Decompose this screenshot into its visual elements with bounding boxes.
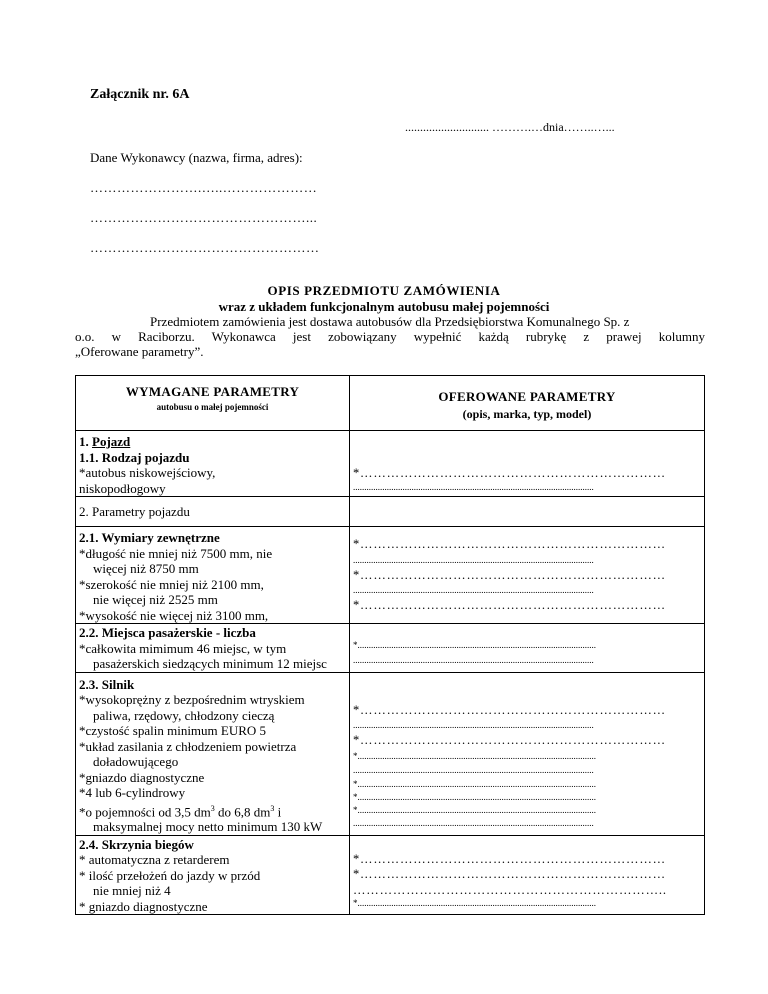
contractor-line-3: ……………………………………………: [90, 240, 320, 255]
answer-field[interactable]: ...........................................................................................................: [353, 817, 594, 828]
answer-field[interactable]: *……………………………………………………………: [353, 567, 666, 582]
requirement-line: nie mniej niż 4: [93, 883, 171, 899]
answer-field[interactable]: *……………………………………………………………: [353, 598, 666, 612]
contractor-line-2: …………………………………………...: [90, 210, 318, 225]
intro-paragraph-line-2: o.o. w Raciborzu. Wykonawca jest zobowiązany wypełnić każdą rubrykę z prawej kolumny: [75, 329, 705, 344]
table-row: [76, 835, 705, 915]
requirement-line: paliwa, rzędowy, chłodzony cieczą: [93, 707, 275, 723]
intro-paragraph-line-1: Przedmiotem zamówienia jest dostawa autobusów dla Przedsiębiorstwa Komunalnego Sp. z: [150, 314, 630, 329]
requirement-line: * ilość przełożeń do jazdy w przód: [79, 867, 261, 883]
table-header-row: [76, 376, 705, 431]
answer-field[interactable]: ...........................................................................................................: [353, 481, 594, 492]
requirement-line: *autobus niskowejściowy,: [79, 465, 216, 480]
required-params-subheader: autobusu o małej pojemności: [156, 401, 269, 412]
requirement-line: niskopodłogowy: [79, 480, 166, 496]
answer-field[interactable]: *..........................................................................................................: [353, 750, 596, 761]
section-2-2-title: 2.2. Miejsca pasażerskie - liczba: [79, 625, 256, 640]
requirement-line: * automatyczna z retarderem: [79, 852, 230, 868]
contractor-label: Dane Wykonawcy (nazwa, firma, adres):: [90, 150, 303, 165]
answer-field[interactable]: ...........................................................................................................: [353, 764, 594, 775]
requirement-line: *czystość spalin minimum EURO 5: [79, 723, 267, 738]
document-subtitle: wraz z układem funkcjonalnym autobusu małej pojemności: [218, 299, 550, 314]
contractor-line-1: …………………….…..…………………: [90, 180, 318, 195]
answer-field[interactable]: *……………………………………………………………: [353, 537, 666, 551]
document-title: OPIS PRZEDMIOTU ZAMÓWIENIA: [267, 283, 501, 298]
answer-field[interactable]: *..........................................................................................................: [353, 778, 596, 789]
requirement-line: pasażerskich siedzących minimum 12 miejsc: [93, 656, 327, 671]
section-1-1-title: 1.1. Rodzaj pojazdu: [79, 449, 190, 465]
offered-params-subheader: (opis, marka, typ, model): [462, 406, 592, 421]
table-row: [76, 624, 705, 673]
section-2-1-title: 2.1. Wymiary zewnętrzne: [79, 530, 220, 545]
requirement-line: nie więcej niż 2525 mm: [93, 592, 218, 607]
table-row: [76, 431, 705, 497]
section-2-4-title: 2.4. Skrzynia biegów: [79, 836, 194, 852]
section-2-title: 2. Parametry pojazdu: [79, 504, 190, 519]
requirement-line: *wysokoprężny z bezpośrednim wtryskiem: [79, 692, 305, 707]
answer-field[interactable]: *..........................................................................................................: [353, 640, 596, 650]
requirement-line: maksymalnej mocy netto minimum 130 kW: [93, 819, 323, 835]
table-row: [76, 527, 705, 624]
answer-field[interactable]: ...........................................................................................................: [353, 720, 594, 730]
requirement-line: *szerokość nie mniej niż 2100 mm,: [79, 576, 264, 592]
section-2-3-title: 2.3. Silnik: [79, 676, 135, 692]
answer-field[interactable]: ……………………………………………………………..: [353, 882, 667, 897]
parameters-table: [75, 375, 705, 915]
table-row: [76, 672, 705, 835]
offered-params-header: OFEROWANE PARAMETRY: [438, 389, 616, 404]
answer-field[interactable]: *..........................................................................................................: [353, 791, 596, 802]
requirement-line: *gniazdo diagnostyczne: [79, 769, 205, 785]
section-1-title: 1. Pojazd: [79, 434, 131, 449]
answer-field[interactable]: *……………………………………………………………: [353, 702, 666, 717]
answer-field[interactable]: *……………………………………………………………: [353, 851, 666, 866]
requirement-line: * gniazdo diagnostyczne: [79, 898, 208, 914]
requirement-line: *długość nie mniej niż 7500 mm, nie: [79, 545, 273, 561]
requirement-line: *całkowita mimimum 46 miejsc, w tym: [79, 640, 287, 656]
answer-field[interactable]: *..........................................................................................................: [353, 898, 596, 909]
required-params-header: WYMAGANE PARAMETRY: [125, 384, 300, 399]
table-row: [76, 497, 705, 527]
answer-field[interactable]: ...........................................................................................................: [353, 655, 594, 665]
intro-paragraph-line-3: „Oferowane parametry”.: [75, 344, 204, 359]
answer-field[interactable]: ...........................................................................................................: [353, 585, 594, 595]
requirement-line: *układ zasilania z chłodzeniem powietrza: [79, 738, 297, 754]
answer-field[interactable]: *……………………………………………………………: [353, 867, 666, 882]
requirement-line: *o pojemności od 3,5 $dm^3$ do 6,8 $dm^3$ i: [79, 803, 282, 819]
requirement-line: *wysokość nie więcej niż 3100 mm,: [79, 607, 269, 623]
requirement-line: więcej niż 8750 mm: [93, 561, 199, 576]
requirement-line: doładowującego: [93, 754, 179, 769]
answer-field[interactable]: *……………………………………………………………: [353, 733, 666, 747]
answer-field[interactable]: ...........................................................................................................: [353, 554, 594, 565]
answer-field[interactable]: *……………………………………………………………: [353, 466, 666, 480]
attachment-number: Załącznik nr. 6A: [90, 87, 190, 102]
requirement-line: *4 lub 6-cylindrowy: [79, 785, 186, 800]
place-date-line: ............................ ……….…dnia……..…...: [405, 120, 615, 134]
answer-field[interactable]: *..........................................................................................................: [353, 804, 596, 815]
